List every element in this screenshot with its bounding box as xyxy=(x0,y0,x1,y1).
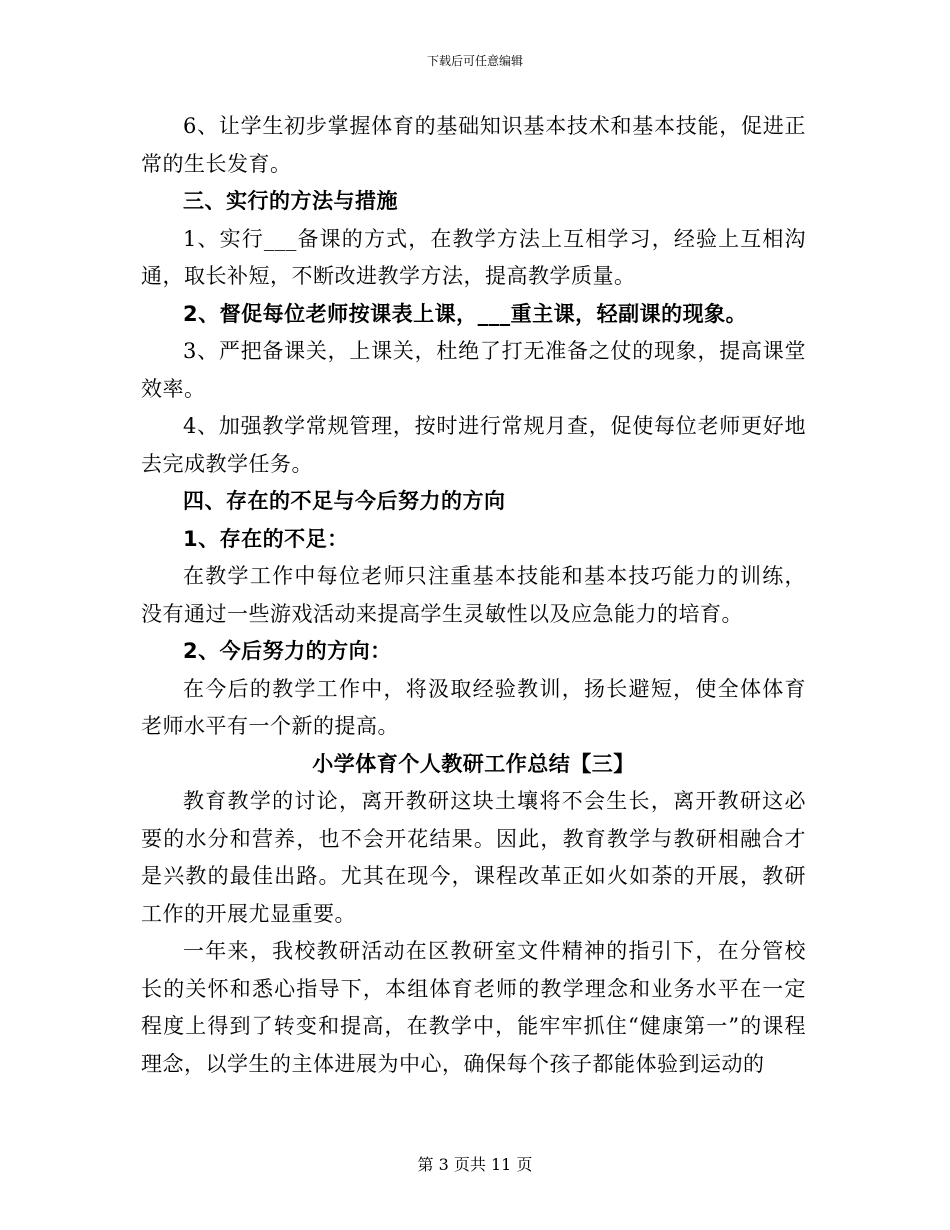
document-body xyxy=(141,108,806,1083)
page-footer: 第 3 页共 11 页 xyxy=(417,1155,533,1174)
paragraph-method-3: 3、严把备课关，上课关，杜绝了打无准备之仗的现象，提高课堂效率。 xyxy=(141,339,806,401)
document-section-title: 小学体育个人教研工作总结【三】 xyxy=(312,751,635,776)
subheading-future-direction: 2、今后努力的方向： xyxy=(183,639,392,663)
paragraph-method-2-bold: 2、督促每位老师按课表上课，___重主课，轻副课的现象。 xyxy=(183,301,748,326)
section-heading-methods: 三、实行的方法与措施 xyxy=(183,189,398,213)
paragraph-item-6: 6、让学生初步掌握体育的基础知识基本技术和基本技能，促进正常的生长发育。 xyxy=(141,114,806,176)
paragraph-year-review: 一年来，我校教研活动在区教研室文件精神的指引下，在分管校长的关怀和悉心指导下，本组体育老师的教学理念和业务水平在一定程度上得到了转变和提高，在教学中，能牢牢抓住“健康第一”的课程理念，以学生的主体进展为中心，确保每个孩子都能体验到运动的 xyxy=(141,939,806,1076)
paragraph-intro: 教育教学的讨论，离开教研这块土壤将不会生长，离开教研这必要的水分和营养，也不会开花结果。因此，教育教学与教研相融合才是兴教的最佳出路。尤其在现今，课程改革正如火如荼的开展，教研工作的开展尤显重要。 xyxy=(141,789,806,926)
section-heading-shortcomings: 四、存在的不足与今后努力的方向 xyxy=(183,489,506,513)
paragraph-method-4: 4、加强教学常规管理，按时进行常规月查，促使每位老师更好地去完成教学任务。 xyxy=(141,414,806,476)
subheading-shortcomings: 1、存在的不足： xyxy=(183,526,349,551)
paragraph-future-direction: 在今后的教学工作中，将汲取经验教训，扬长避短，使全体体育老师水平有一个新的提高。 xyxy=(141,676,806,738)
paragraph-shortcomings: 在教学工作中每位老师只注重基本技能和基本技巧能力的训练，没有通过一些游戏活动来提高学生灵敏性以及应急能力的培育。 xyxy=(141,564,806,626)
paragraph-method-1: 1、实行___备课的方式，在教学方法上互相学习，经验上互相沟通，取长补短，不断改进教学方法，提高教学质量。 xyxy=(141,226,806,288)
page-header: 下载后可任意编辑 xyxy=(426,54,523,68)
